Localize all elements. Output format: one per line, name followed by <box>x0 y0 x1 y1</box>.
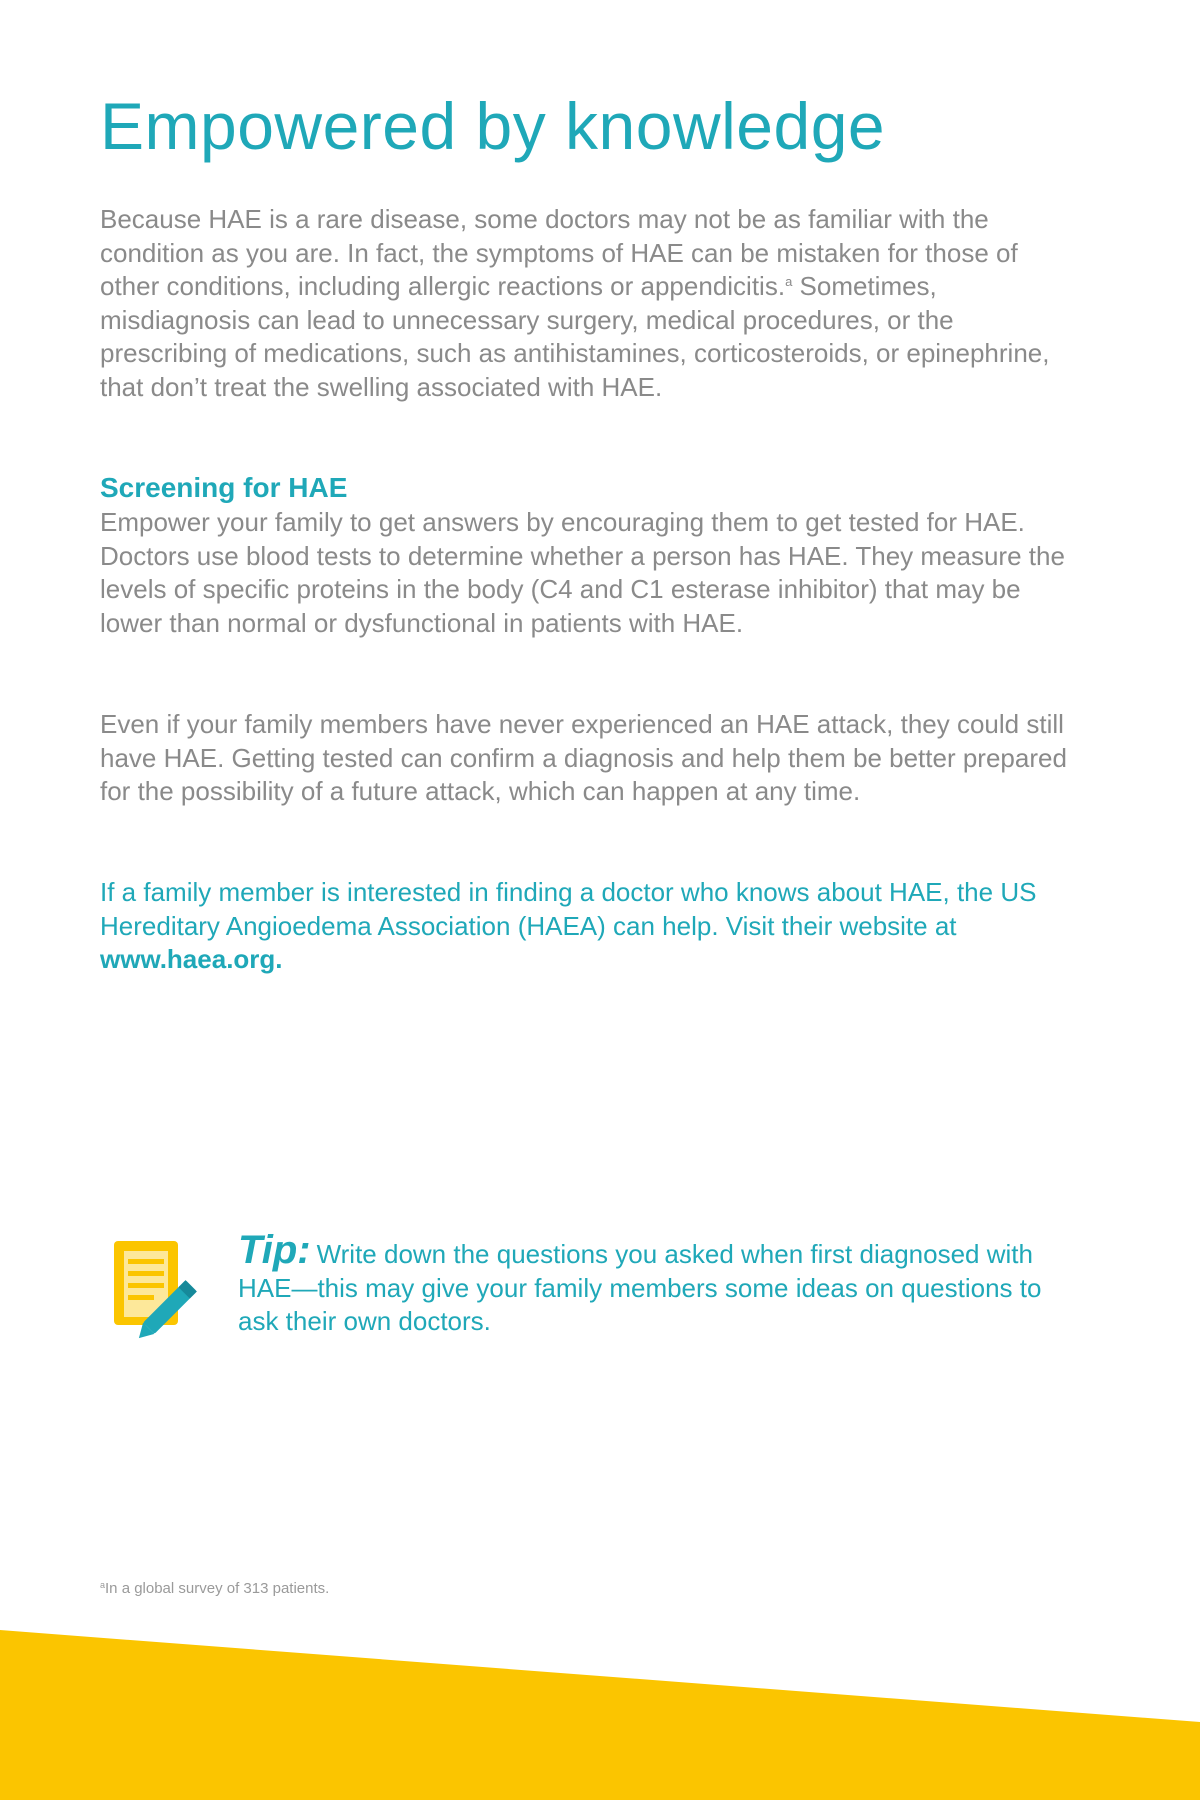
footnote <box>100 1580 329 1597</box>
tip-text: Write down the questions you asked when first diagnosed with HAE—this may give your family members some ideas on questions to ask their own doctors. <box>238 1239 1042 1336</box>
document-pencil-icon <box>110 1237 216 1343</box>
intro-text-part1: Because HAE is a rare disease, some doctors may not be as familiar with the condition as you are. In fact, the symptoms of HAE can be mistaken for those of other conditions, including allergic reactions or appendicitis. <box>100 204 1018 301</box>
footnote-sup: a <box>100 1580 106 1590</box>
yellow-footer-shape <box>0 1630 1200 1800</box>
intro-paragraph <box>100 203 1080 404</box>
footnote-text: In a global survey of 313 patients. <box>105 1580 330 1597</box>
footnote-marker: a <box>785 274 793 289</box>
callout-text: If a family member is interested in finding a doctor who knows about HAE, the US Hereditary Angioedema Association (HAEA) can help. Visit their website at <box>100 877 1037 941</box>
tip-label: Tip: <box>238 1228 311 1272</box>
haea-callout <box>100 876 1100 977</box>
haea-website-link[interactable]: www.haea.org. <box>100 944 283 974</box>
screening-paragraph-2: Even if your family members have never experienced an HAE attack, they could still have HAE. Getting tested can confirm a diagnosis and help them be better prepared for the possibility of a future attack, which can happen at any time. <box>100 709 1067 806</box>
intro-text-part2: Sometimes, misdiagnosis can lead to unnecessary surgery, medical procedures, or the prescribing of medications, such as antihistamines, corticosteroids, or epinephrine, that don’t treat the swelling associated with HAE. <box>100 271 1050 402</box>
section-heading-screening: Screening for HAE <box>100 472 348 503</box>
screening-paragraph-1: Empower your family to get answers by encouraging them to get tested for HAE. Doctors use blood tests to determine whether a person has HAE. They measure the levels of specific proteins in the body (C4 and C1 esterase inhibitor) that may be lower than normal or dysfunctional in patients with HAE. <box>100 507 1065 638</box>
page-title: Empowered by knowledge <box>100 89 886 163</box>
tip-box <box>238 1228 1088 1339</box>
